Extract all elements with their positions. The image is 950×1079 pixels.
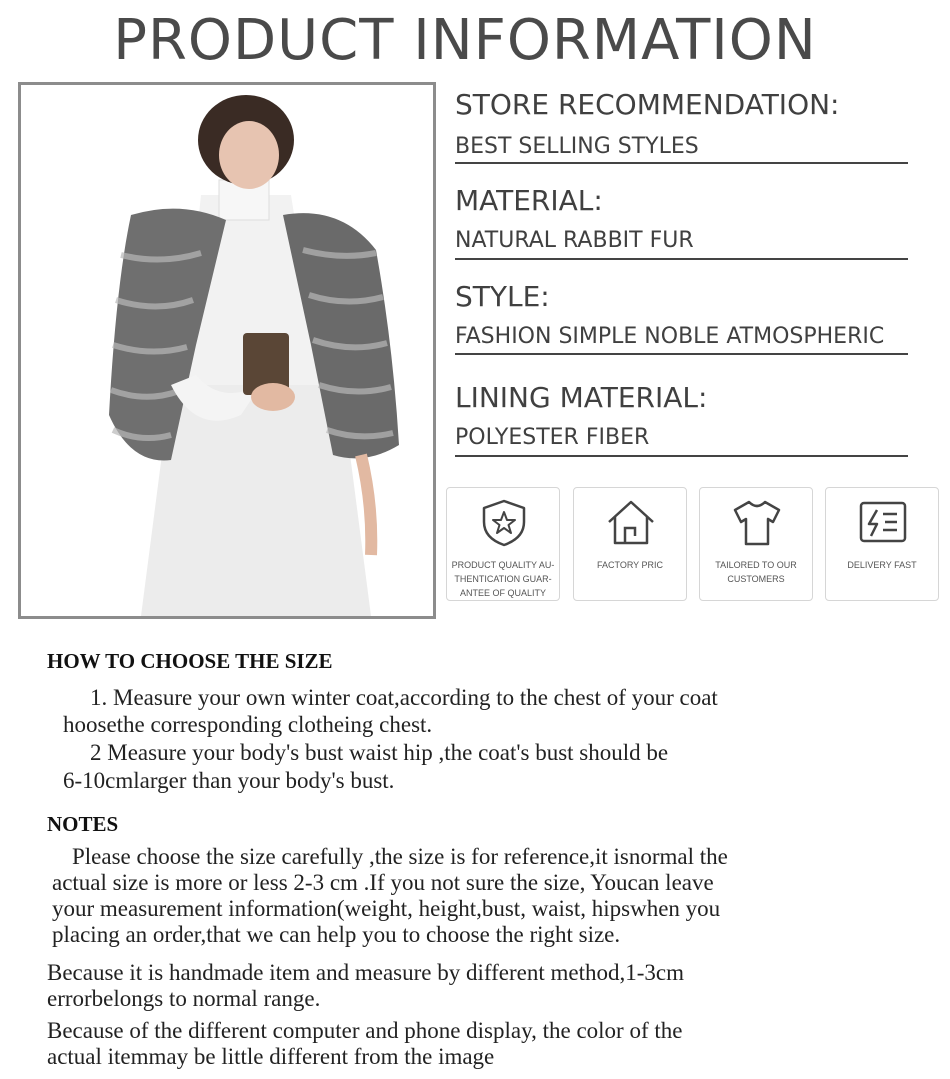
tshirt-icon bbox=[731, 498, 783, 548]
size-guide-line: 6-10cmlarger than your body's bust. bbox=[63, 768, 395, 793]
notes-line: placing an order,that we can help you to choose the right size. bbox=[52, 922, 621, 947]
notes-line: actual itemmay be little different from the image bbox=[47, 1044, 495, 1069]
feature-text-line: ANTEE OF QUALITY bbox=[459, 588, 546, 598]
model-photo-illustration bbox=[21, 85, 433, 616]
notes-line: your measurement information(weight, height,bust, waist, hipswhen you bbox=[52, 896, 721, 921]
feature-text-line: CUSTOMERS bbox=[727, 574, 785, 584]
spec-label: STYLE: bbox=[455, 280, 550, 313]
spec-label: STORE RECOMMENDATION: bbox=[455, 88, 840, 121]
notes-line: errorbelongs to normal range. bbox=[47, 986, 321, 1011]
notes-line: Because of the different computer and phone display, the color of the bbox=[47, 1018, 683, 1043]
spec-value: FASHION SIMPLE NOBLE ATMOSPHERIC bbox=[455, 324, 885, 349]
feature-quality-guarantee bbox=[446, 487, 560, 601]
spec-label: MATERIAL: bbox=[455, 184, 603, 217]
notes-heading: NOTES bbox=[47, 812, 119, 836]
page-title: PRODUCT INFORMATION bbox=[113, 8, 817, 73]
spec-value: POLYESTER FIBER bbox=[455, 425, 650, 450]
product-photo bbox=[18, 82, 436, 619]
feature-factory-price bbox=[573, 487, 687, 601]
feature-text-line: PRODUCT QUALITY AU- bbox=[451, 560, 555, 570]
shield-star-icon bbox=[478, 498, 530, 548]
feature-tailored bbox=[699, 487, 813, 601]
notes-line: Because it is handmade item and measure by different method,1-3cm bbox=[47, 960, 684, 985]
feature-text-line: DELIVERY FAST bbox=[847, 560, 917, 570]
feature-text-line: THENTICATION GUAR- bbox=[454, 574, 552, 584]
fast-delivery-icon bbox=[857, 498, 909, 548]
feature-text-line: TAILORED TO OUR bbox=[715, 560, 797, 570]
divider bbox=[455, 455, 908, 457]
divider bbox=[455, 162, 908, 164]
size-guide-heading: HOW TO CHOOSE THE SIZE bbox=[47, 649, 333, 673]
spec-label: LINING MATERIAL: bbox=[455, 381, 708, 414]
feature-delivery-fast bbox=[825, 487, 939, 601]
size-guide-line: 1. Measure your own winter coat,according to the chest of your coat bbox=[90, 685, 718, 710]
notes-line: Please choose the size carefully ,the size is for reference,it isnormal the bbox=[72, 844, 728, 869]
notes-line: actual size is more or less 2-3 cm .If you not sure the size, Youcan leave bbox=[52, 870, 714, 895]
divider bbox=[455, 258, 908, 260]
size-guide-line: hoosethe corresponding clotheing chest. bbox=[63, 712, 433, 737]
house-icon bbox=[605, 498, 657, 548]
spec-value: NATURAL RABBIT FUR bbox=[455, 228, 694, 253]
divider bbox=[455, 353, 908, 355]
spec-value: BEST SELLING STYLES bbox=[455, 134, 699, 159]
size-guide-line: 2 Measure your body's bust waist hip ,the coat's bust should be bbox=[90, 740, 669, 765]
feature-text-line: FACTORY PRIC bbox=[596, 560, 664, 570]
